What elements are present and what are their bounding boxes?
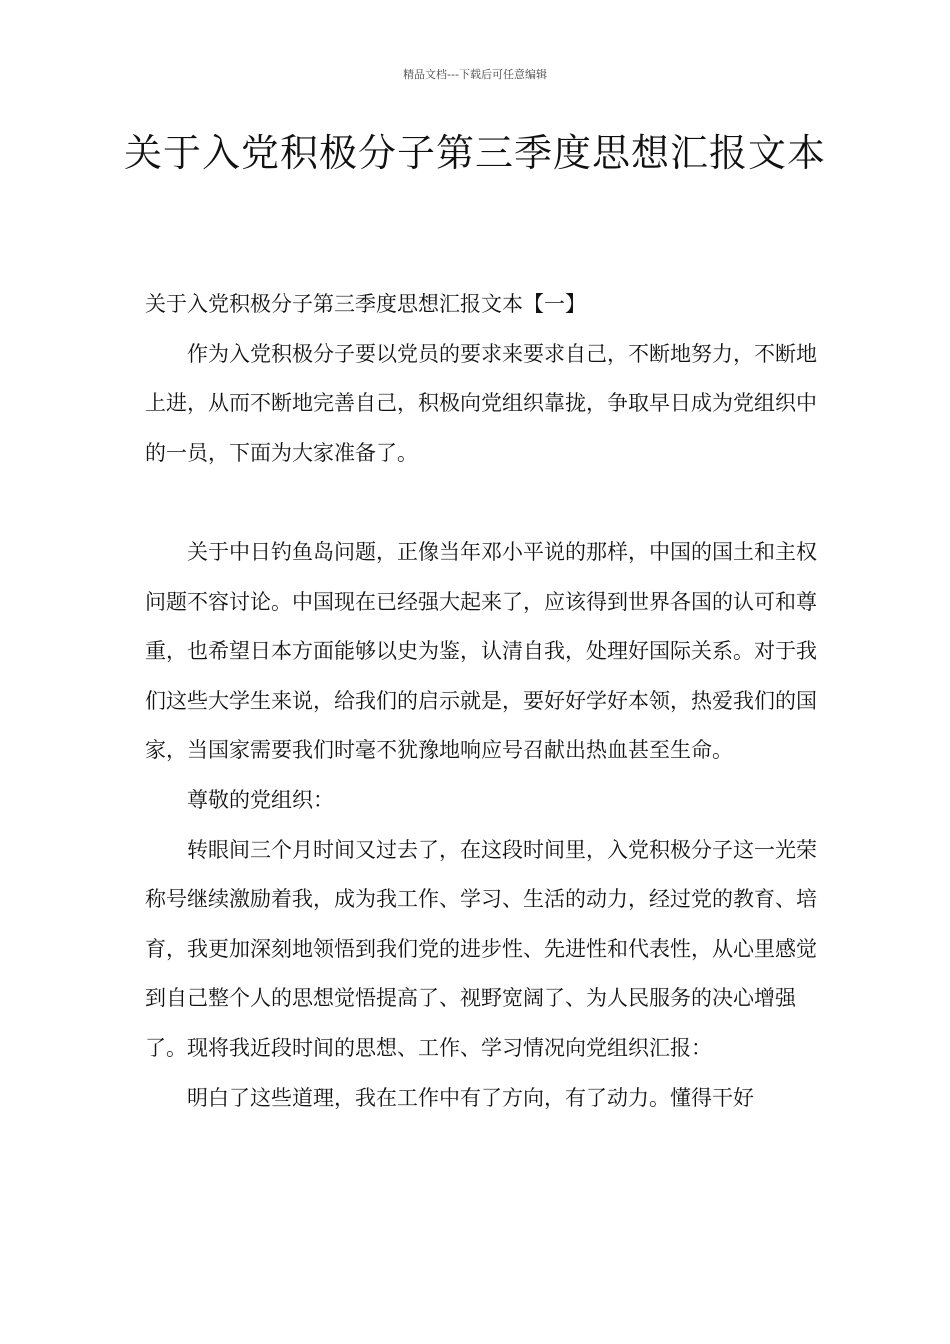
paragraph-report: 转眼间三个月时间又过去了，在这段时间里，入党积极分子这一光荣称号继续激励着我，成为我工作、学习、生活的动力，经过党的教育、培育，我更加深刻地领悟到我们党的进步性、先进性和代表性，从心里感觉到自己整个人的思想觉悟提高了、视野宽阔了、为人民服务的决心增强了。现将我近段时间的思想、工作、学习情况向党组织汇报：: [145, 837, 817, 1060]
section-heading: 关于入党积极分子第三季度思想汇报文本【一】: [145, 292, 586, 316]
paragraph-continued: 明白了这些道理，我在工作中有了方向，有了动力。懂得干好: [187, 1085, 754, 1110]
paragraph-intro: 作为入党积极分子要以党员的要求来要求自己，不断地努力，不断地上进，从而不断地完善自己，积极向党组织靠拢，争取早日成为党组织中的一员，下面为大家准备了。: [145, 341, 817, 465]
paragraph-diaoyu: 关于中日钓鱼岛问题，正像当年邓小平说的那样，中国的国土和主权问题不容讨论。中国现在已经强大起来了，应该得到世界各国的认可和尊重，也希望日本方面能够以史为鉴，认清自我，处理好国际关系。对于我们这些大学生来说，给我们的启示就是，要好好学好本领，热爱我们的国家，当国家需要我们时毫不犹豫地响应号召献出热血甚至生命。: [145, 539, 817, 763]
paragraph-gap: [145, 478, 825, 528]
document-title: 关于入党积极分子第三季度思想汇报文本: [123, 131, 826, 175]
salutation: 尊敬的党组织：: [187, 787, 334, 812]
header-note: 精品文档---下载后可任意编辑: [403, 68, 547, 81]
document-body: [145, 280, 825, 1123]
